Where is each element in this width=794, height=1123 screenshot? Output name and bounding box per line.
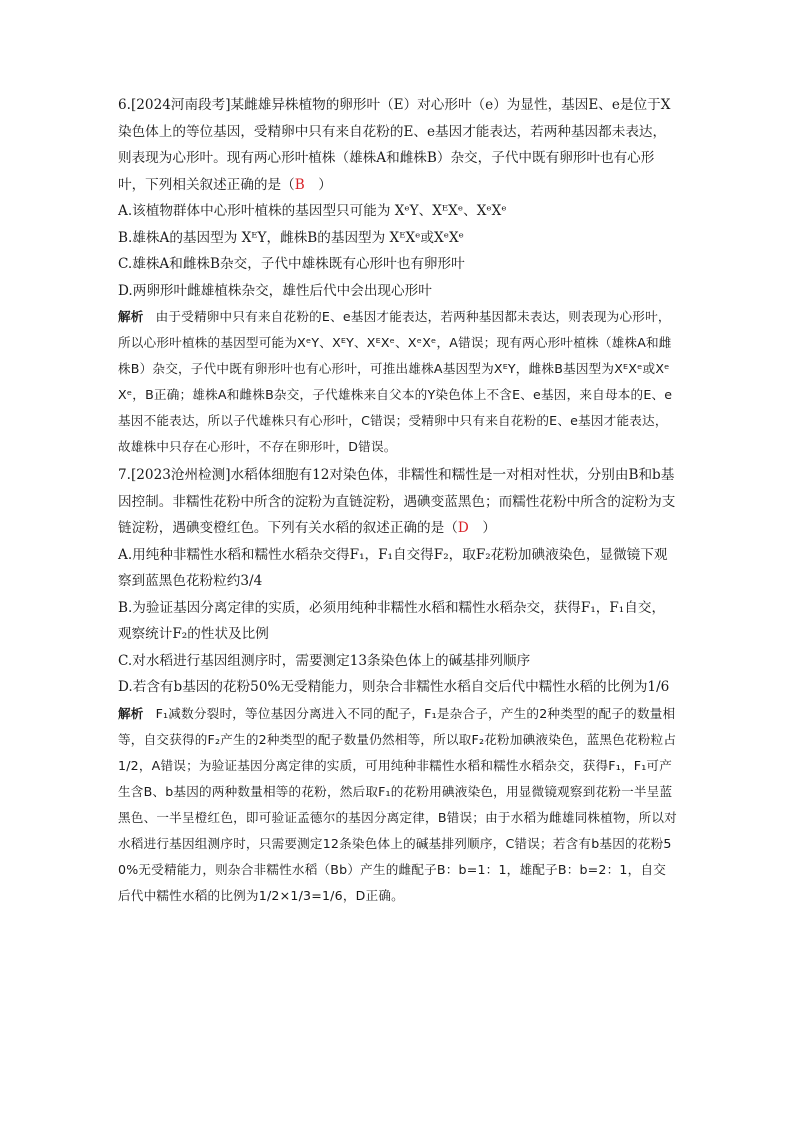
question-6-option-b: B.雄株A的基因型为 XᴱY，雌株B的基因型为 XᴱXᵉ或XᵉXᵉ — [118, 229, 464, 246]
question-7-explanation — [118, 701, 678, 909]
question-7-stem-text: 7.[2023沧州检测]水稻体细胞有12对染色体，非糯性和糯性是一对相对性状，分别由B和b基因控制。非糯性花粉中所含的淀粉为直链淀粉，遇碘变蓝黑色；而糯性花粉中所含的淀粉为支链淀粉，遇碘变橙红色。下列有关水稻的叙述正确的是（ — [118, 467, 676, 536]
question-7-option-b: B.为验证基因分离定律的实质，必须用纯种非糯性水稻和糯性水稻杂交，获得F₁，F₁自交，观察统计F₂的性状及比例 — [118, 599, 666, 642]
question-7 — [118, 462, 678, 909]
question-7-option-c: C.对水稻进行基因组测序时，需要测定13条染色体上的碱基排列顺序 — [118, 652, 531, 669]
question-7-option-a: A.用纯种非糯性水稻和糯性水稻杂交得F₁，F₁自交得F₂，取F₂花粉加碘液染色，显微镜下观察到蓝黑色花粉粒约3/4 — [118, 546, 668, 589]
question-6-option-d: D.两卵形叶雌雄植株杂交，雄性后代中会出现心形叶 — [118, 282, 432, 299]
question-6 — [118, 92, 678, 460]
question-7-explanation-text: F₁减数分裂时，等位基因分离进入不同的配子，F₁是杂合子，产生的2种类型的配子的数量相等，自交获得的F₂产生的2种类型的配子数量仍然相等，所以取F₂花粉加碘液染色，蓝黑色花粉粒占1/2，A错误；为验证基因分离定律的实质，可用纯种非糯性水稻和糯性水稻杂交，获得F₁，F₁可产生含B、b基因的两种数量相等的花粉，然后取F₁的花粉用碘液染色，用显微镜观察到花粉一半呈蓝黑色、一半呈橙红色，即可验证孟德尔的基因分离定律，B错误；由于水稻为雌雄同株植物，所以对水稻进行基因组测序时，只需要测定12条染色体上的碱基排列顺序，C错误；若含有b基因的花粉50%无受精能力，则杂合非糯性水稻（Bb）产生的雌配子B：b=1：1，雄配子B：b=2：1，自交后代中糯性水稻的比例为1/2×1/3=1/6，D正确。 — [118, 705, 677, 903]
question-7-stem-close: ） — [468, 520, 496, 536]
question-7-stem — [118, 462, 678, 542]
question-6-stem-close: ） — [304, 176, 332, 193]
question-7-option-d: D.若含有b基因的花粉50%无受精能力，则杂合非糯性水稻自交后代中糯性水稻的比例为1/6 — [118, 679, 670, 695]
question-7-explanation-label: 解析 — [118, 705, 144, 721]
question-6-stem-text: 6.[2024河南段考]某雌雄异株植物的卵形叶（E）对心形叶（e）为显性，基因E、e是位于X染色体上的等位基因，受精卵中只有来自花粉的E、e基因才能表达，若两种基因都未表达，则表现为心形叶。现有两心形叶植株（雄株A和雌株B）杂交，子代中既有卵形叶也有心形叶，下列相关叙述正确的是（ — [118, 97, 671, 193]
question-6-option-c: C.雄株A和雌株B杂交，子代中雄株既有心形叶也有卵形叶 — [118, 256, 465, 272]
question-6-explanation-text: 由于受精卵中只有来自花粉的E、e基因才能表达，若两种基因都未表达，则表现为心形叶，所以心形叶植株的基因型可能为XᵉY、XᴱY、XᴱXᵉ、XᵉXᵉ，A错误；现有两心形叶植株（雄株A和雌株B）杂交，子代中既有卵形叶也有心形叶，可推出雄株A基因型为XᴱY，雌株B基因型为XᴱXᵉ或XᵉXᵉ，B正确；雄株A和雌株B杂交，子代雄株来自父本的Y染色体上不含E、e基因，来自母本的E、e基因不能表达，所以子代雄株只有心形叶，C错误；受精卵中只有来自花粉的E、e基因才能表达，故雄株中只存在心形叶，不存在卵形叶，D错误。 — [118, 309, 673, 454]
question-6-option-a: A.该植物群体中心形叶植株的基因型只可能为 XᵉY、XᴱXᵉ、XᵉXᵉ — [118, 203, 507, 219]
question-6-stem — [118, 92, 678, 198]
document-page — [118, 92, 678, 909]
question-7-answer: D — [457, 520, 469, 536]
question-6-answer: B — [294, 176, 305, 193]
question-6-explanation — [118, 304, 678, 460]
question-6-explanation-label: 解析 — [118, 309, 144, 324]
